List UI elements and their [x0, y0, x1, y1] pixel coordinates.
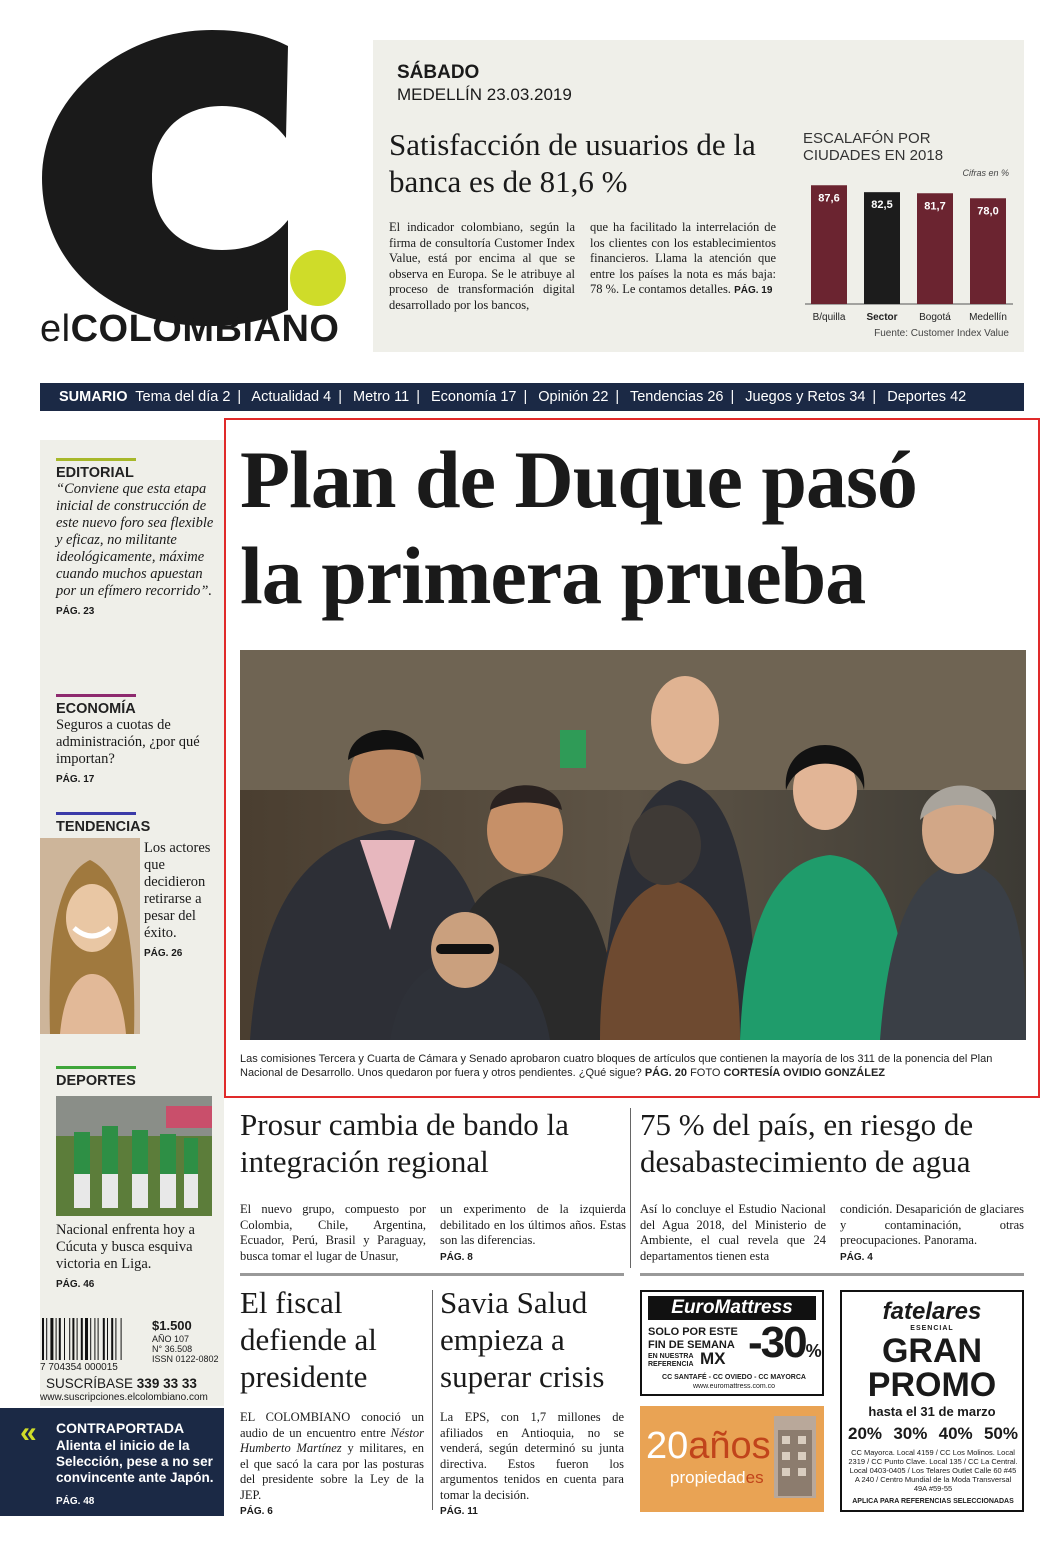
euromattress-line1: SOLO POR ESTE — [648, 1326, 738, 1338]
fatelares-brand: fatelares — [882, 1298, 982, 1325]
sumario-item[interactable]: Actualidad 4 — [251, 389, 332, 405]
agua-page[interactable]: PÁG. 4 — [840, 1251, 873, 1263]
fatelares-discount: 50% — [983, 1424, 1018, 1443]
ad-propiedades[interactable] — [640, 1406, 824, 1512]
top-story-col2-text: que ha facilitado la interrelación de los clientes con los establecimientos financieros. Llama la atención que entre los países la nota es más baja: 78 %. Le contamos detalles. — [590, 220, 776, 296]
editorial-quote: “Conviene que esta etapa inicial de construcción de este nuevo foro sea flexible y eficaz, no militante ideológicamente, máxime cuando muchos apuestan por un efímero recorrido”. — [56, 481, 214, 599]
fiscal-page[interactable]: PÁG. 6 — [240, 1506, 273, 1517]
prosur-col1: El nuevo grupo, compuesto por Colombia, Chile, Argentina, Ecuador, Perú, Brasil y Paraguay, busca tomar el lugar de Unasur, — [240, 1202, 426, 1263]
sumario-item[interactable]: Economía 17 — [431, 389, 517, 405]
barcode-bar — [115, 1318, 116, 1360]
fiscal-headline[interactable]: El fiscal defiende al presidente — [240, 1285, 377, 1394]
deportes-text: Nacional enfrenta hoy a Cúcuta y busca esquiva victoria en Liga. — [56, 1222, 195, 1272]
contraportada-arrow-icon: « — [20, 1416, 37, 1449]
euromattress-brand: EuroMattress — [648, 1296, 816, 1320]
tendencias-page: PÁG. 26 — [144, 948, 183, 959]
chart-value-label: 82,5 — [871, 199, 893, 212]
agua-headline[interactable]: 75 % del país, en riesgo de desabastecimiento de agua — [640, 1107, 974, 1179]
brand-name: COLOMBIANO — [70, 308, 340, 350]
deportes-page: PÁG. 46 — [56, 1279, 95, 1290]
top-story-page[interactable]: PÁG. 19 — [734, 285, 773, 296]
tendencias-text: Los actores que decidieron retirarse a pesar del éxito. — [144, 840, 211, 941]
sumario-item[interactable]: Deportes 42 — [887, 389, 967, 405]
sumario-separator: | — [730, 389, 735, 405]
ad-fatelares[interactable] — [840, 1290, 1024, 1512]
barcode-bar — [90, 1318, 91, 1360]
subscribe-label: SUSCRÍBASE — [46, 1376, 134, 1391]
savia-headline[interactable]: Savia Salud empieza a superar crisis — [440, 1285, 605, 1394]
top-story-headline[interactable]: Satisfacción de usuarios de la banca es de 81,6 % — [389, 127, 756, 199]
top-story-col1: El indicador colombiano, según la firma de consultoría Customer Index Value, está por encima al que se observa en Europa. Se le atribuye al proceso de transformación digital desarrollado por los bancos, — [389, 220, 575, 312]
subscribe-line[interactable] — [46, 1376, 197, 1391]
euromattress-stores: CC SANTAFÉ - CC OVIEDO - CC MAYORCA — [662, 1374, 806, 1381]
ad-euromattress[interactable] — [640, 1290, 824, 1396]
barcode-bar — [94, 1318, 95, 1360]
logo-c-shape — [42, 30, 288, 326]
edition-numbers — [152, 1334, 219, 1364]
economia-page: PÁG. 17 — [56, 774, 95, 785]
section-rule — [640, 1273, 1024, 1276]
fatelares-discount: 20% — [848, 1424, 883, 1443]
economia-text: Seguros a cuotas de administración, ¿por qué importan? — [56, 717, 200, 767]
fatelares-note: APLICA PARA REFERENCIAS SELECCIONADAS — [852, 1498, 1014, 1505]
tendencias-photo[interactable] — [40, 838, 140, 1034]
sumario-separator: | — [416, 389, 420, 405]
savia-text-body: La EPS, con 1,7 millones de afiliados en Antioquia, no se venderá, según determinó su junta directiva. Estos fueron los argumentos tenidos en cuenta para tomar la decisión. — [440, 1410, 624, 1502]
sumario-separator: | — [338, 389, 342, 405]
masthead-logo[interactable] — [40, 28, 360, 328]
fatelares-promo2: PROMO — [867, 1366, 997, 1404]
agua-col2 — [840, 1202, 1024, 1265]
chart-category-label: Sector — [866, 312, 898, 323]
euromattress-line2: FIN DE SEMANA — [648, 1339, 735, 1351]
euromattress-url: www.euromattress.com.co — [692, 1383, 776, 1390]
chart-value-label: 87,6 — [818, 192, 840, 205]
tendencias-rule — [56, 812, 136, 815]
contraportada-text: Alienta el inicio de la Selección, pese a no ser convincente ante Japón. — [56, 1438, 214, 1485]
edition-number: N° 36.508 — [152, 1344, 193, 1354]
propiedades-brand-a: propiedad — [670, 1468, 746, 1487]
deportes-photo[interactable] — [56, 1096, 212, 1216]
fatelares-discount: 40% — [938, 1424, 973, 1443]
sumario-separator: | — [237, 389, 242, 405]
subscribe-url[interactable]: www.suscripciones.elcolombiano.com — [40, 1392, 208, 1403]
prosur-col2-text: un experimento de la izquierda debilitado en los últimos años. Estas son las diferencias. — [440, 1202, 626, 1247]
deportes-rule — [56, 1066, 136, 1069]
sidebar-tendencias[interactable] — [56, 812, 221, 835]
deportes-label: DEPORTES — [56, 1073, 136, 1089]
column-divider — [432, 1290, 433, 1510]
chart-category-label: Bogotá — [919, 312, 951, 323]
barcode-bar — [98, 1318, 99, 1360]
fatelares-discounts — [848, 1424, 1018, 1444]
contraportada-page: PÁG. 48 — [56, 1496, 95, 1507]
propiedades-brand-b: es — [745, 1468, 764, 1487]
barcode-digits: 7 704354 000015 — [40, 1362, 118, 1373]
euromattress-discount — [748, 1318, 820, 1368]
section-rule — [240, 1273, 624, 1276]
fiscal-text — [240, 1410, 424, 1520]
sumario-separator: | — [615, 389, 620, 405]
euromattress-percent: % — [805, 1341, 820, 1361]
logo-dot — [290, 250, 346, 306]
savia-page[interactable]: PÁG. 11 — [440, 1506, 478, 1517]
sidebar-editorial[interactable] — [56, 458, 221, 617]
chart-source: Fuente: Customer Index Value — [874, 328, 1009, 339]
prosur-page[interactable]: PÁG. 8 — [440, 1251, 473, 1263]
fatelares-promo1: GRAN — [881, 1332, 983, 1370]
agua-col1: Así lo concluye el Estudio Nacional del Agua 2018, del Ministerio de Ambiente, el cual revela que 24 departamentos tienen esta — [640, 1202, 826, 1263]
agua-col2-text: condición. Desaparición de glaciares y contaminación, otras preocupaciones. Panorama. — [840, 1202, 1024, 1247]
barcode-bar — [121, 1318, 122, 1360]
sumario-item[interactable]: Metro 11 — [353, 389, 410, 405]
subscribe-phone: 339 33 33 — [136, 1376, 197, 1391]
editorial-rule — [56, 458, 136, 461]
barcode-bar — [46, 1318, 47, 1360]
sumario-label: SUMARIO — [59, 389, 128, 405]
sumario-item[interactable]: Tema del día 2 — [135, 389, 231, 405]
sidebar — [40, 440, 224, 1406]
brand-el: el — [40, 308, 71, 350]
fatelares-stores: CC Mayorca. Local 4159 / CC Los Molinos. Local 2319 / CC Punto Clave. Local 135 / CC La Central. Local 0403-0405 / Los Telares Outlet Calle 60 #45 A 240 / Centro Mundial de la Moda Transversal 49A #59-55 — [848, 1448, 1018, 1493]
main-headline[interactable] — [240, 432, 917, 624]
savia-text — [440, 1410, 624, 1520]
top-story-col2 — [590, 220, 776, 299]
propiedades-years-number: 20 — [646, 1425, 689, 1467]
tendencias-label: TENDENCIAS — [56, 819, 151, 835]
chart-unit-label: Cifras en % — [962, 168, 1009, 178]
fatelares-sub: ESENCIAL — [910, 1325, 954, 1332]
contraportada-label: CONTRAPORTADA — [56, 1420, 185, 1436]
fiscal-text-a: EL COLOMBIANO conoció un audio de un encuentro entre — [240, 1410, 424, 1440]
sidebar-deportes[interactable] — [56, 1066, 221, 1089]
sumario-item[interactable]: Juegos y Retos 34 — [745, 389, 866, 405]
sumario-item[interactable]: Tendencias 26 — [629, 389, 724, 405]
caption-page[interactable]: PÁG. 20 — [644, 1067, 687, 1079]
edition-dateline: MEDELLÍN 23.03.2019 — [397, 85, 572, 104]
barcode-bar — [50, 1318, 53, 1360]
fatelares-promo — [842, 1334, 1022, 1402]
propiedades-brand — [670, 1468, 764, 1488]
main-headline-line1: Plan de Duque pasó — [240, 434, 917, 525]
fatelares-until: hasta el 31 de marzo — [868, 1404, 996, 1419]
main-photo[interactable] — [240, 650, 1026, 1040]
prosur-headline[interactable]: Prosur cambia de bando la integración regional — [240, 1107, 569, 1179]
edition-year: AÑO 107 — [152, 1334, 190, 1344]
fatelares-discount: 30% — [893, 1424, 928, 1443]
caption-text: Las comisiones Tercera y Cuarta de Cámara y Senado aprobaron cuatro bloques de artículos que contienen la mayoría de los 311 de la ponencia del Plan Nacional de Desarrollo. Unos quedaron por fuera y otros pendientes. ¿Qué sigue? — [240, 1053, 993, 1079]
main-headline-line2: la primera prueba — [240, 530, 866, 621]
barcode-bar — [77, 1318, 78, 1360]
barcode-bar — [72, 1318, 74, 1360]
barcode-bar — [111, 1318, 113, 1360]
editorial-page: PÁG. 23 — [56, 606, 95, 617]
fiscal-text-b: y militares, en el que sacó la cara por las posturas del presidente sobre la Ley de la JEP. — [240, 1441, 424, 1502]
main-photo-caption — [240, 1052, 1026, 1080]
barcode-bar — [56, 1318, 57, 1360]
barcode-bar — [64, 1318, 65, 1360]
contraportada-box[interactable] — [0, 1408, 224, 1516]
prosur-col2 — [440, 1202, 626, 1265]
euromattress-copy — [648, 1326, 738, 1369]
euromattress-discount-value: -30 — [748, 1318, 806, 1367]
economia-rule — [56, 694, 136, 697]
barcode-bar — [107, 1318, 108, 1360]
sumario-separator: | — [523, 389, 528, 405]
barcode-bar — [59, 1318, 61, 1360]
editorial-label: EDITORIAL — [56, 465, 134, 481]
barcode-bar — [69, 1318, 70, 1360]
barcode-bar — [85, 1318, 88, 1360]
city-ranking-chart — [801, 130, 1023, 345]
edition-info — [40, 1318, 220, 1404]
barcode-image — [40, 1318, 144, 1364]
photo-credit: CORTESÍA OVIDIO GONZÁLEZ — [723, 1067, 886, 1079]
brand-wordmark[interactable] — [40, 308, 339, 351]
barcode-bar — [103, 1318, 105, 1360]
chart-category-label: Medellín — [969, 312, 1007, 323]
chart-category-label: B/quilla — [812, 312, 846, 323]
sumario-bar — [40, 383, 1024, 411]
chart-title: ESCALAFÓN POR CIUDADES EN 2018 — [803, 130, 944, 164]
top-story-box — [373, 40, 1024, 352]
barcode-bar — [42, 1318, 44, 1360]
deportes-copy — [56, 1222, 218, 1290]
sumario-item[interactable]: Opinión 22 — [538, 389, 609, 405]
sidebar-economia[interactable] — [56, 694, 221, 785]
propiedades-years — [646, 1426, 771, 1466]
economia-label: ECONOMÍA — [56, 701, 136, 717]
main-story-box[interactable] — [224, 418, 1040, 1098]
chart-value-label: 81,7 — [924, 200, 946, 213]
chart-plot — [801, 178, 1023, 326]
euromattress-line3: EN NUESTRA REFERENCIA — [648, 1353, 694, 1369]
euromattress-ref: MX — [700, 1349, 726, 1368]
edition-issn: ISSN 0122-0802 — [152, 1354, 219, 1364]
sumario-separator: | — [872, 389, 877, 405]
propiedades-years-word: años — [688, 1425, 771, 1467]
fiscal-text-name: Néstor Humberto Martínez — [240, 1425, 424, 1455]
barcode-bar — [81, 1318, 83, 1360]
edition-day: SÁBADO — [397, 62, 480, 83]
propiedades-building-image — [774, 1416, 816, 1498]
chart-value-label: 78,0 — [977, 205, 999, 218]
edition-price: $1.500 — [152, 1318, 192, 1333]
column-divider — [630, 1108, 631, 1268]
tendencias-copy — [144, 840, 222, 959]
photo-credit-label: FOTO — [690, 1067, 721, 1079]
